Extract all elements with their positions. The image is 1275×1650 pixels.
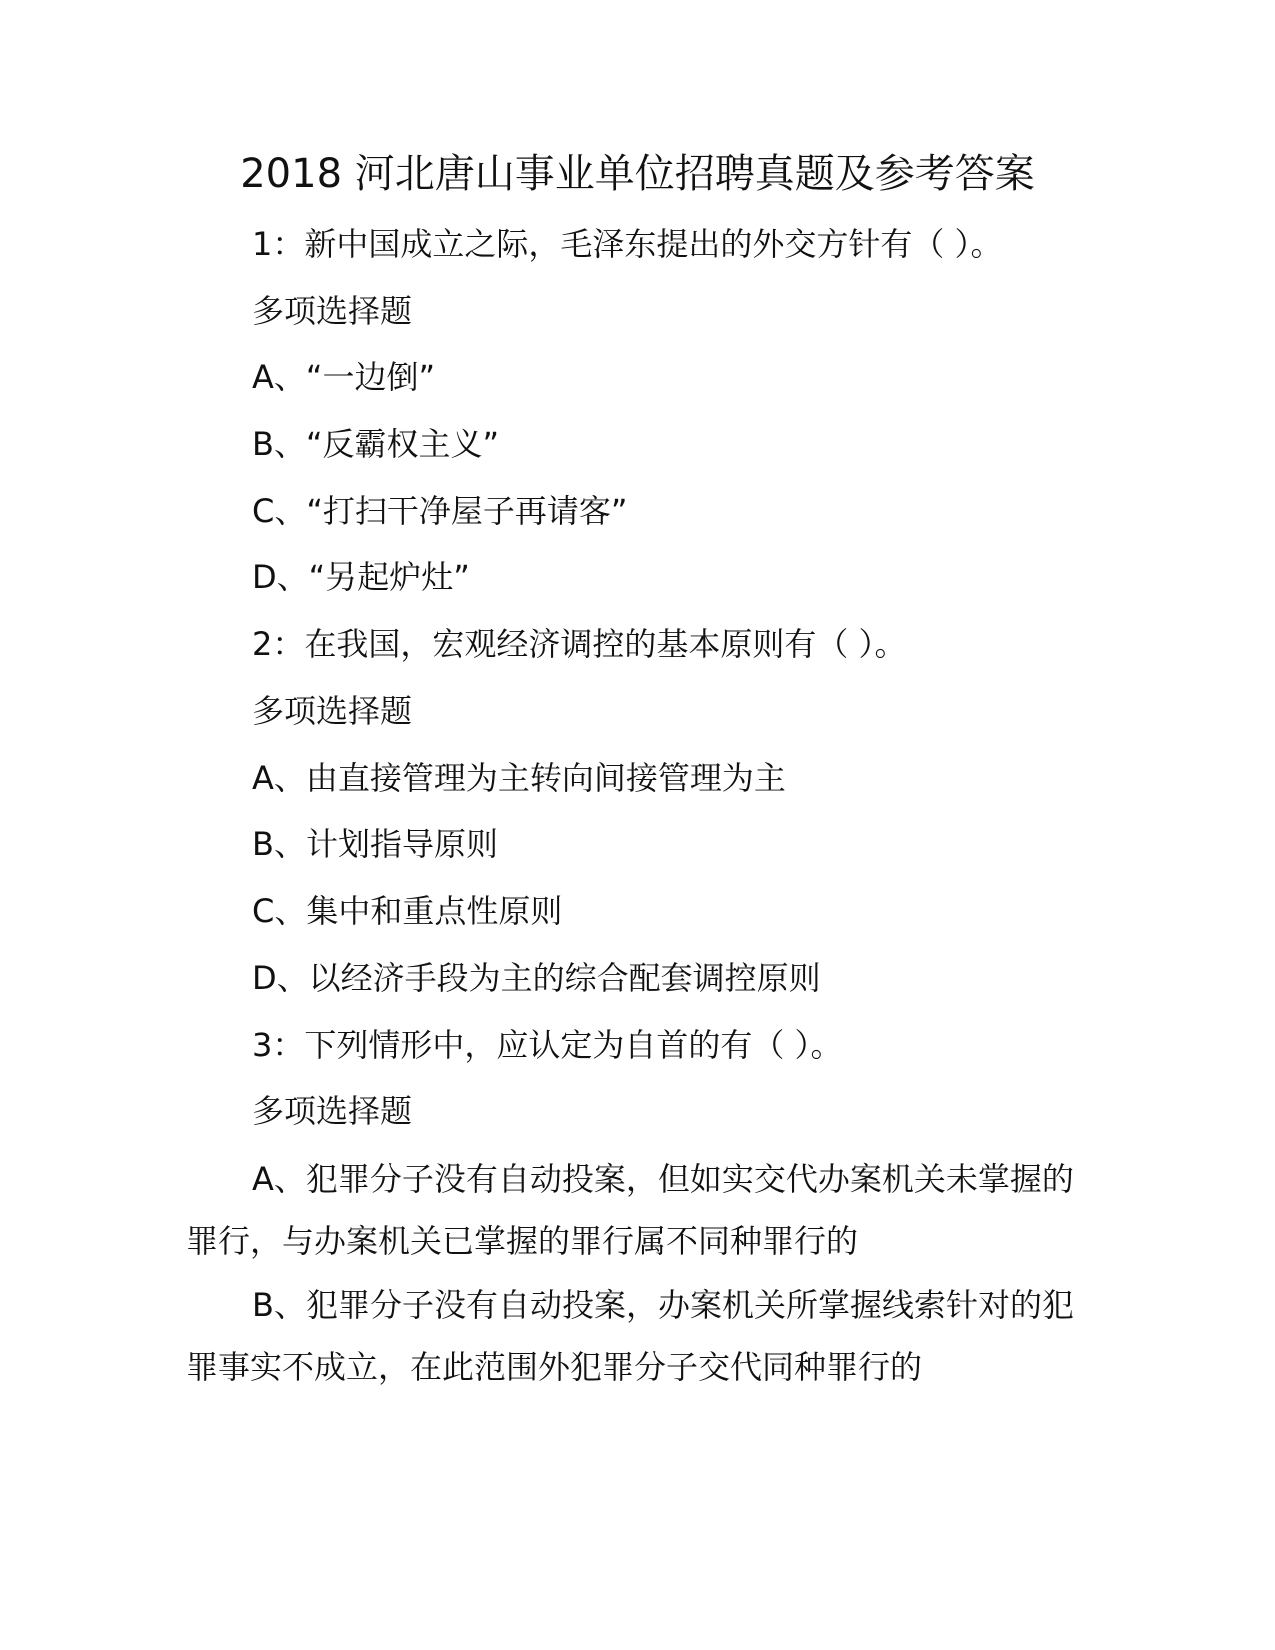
question-stem: 2：在我国，宏观经济调控的基本原则有（ ）。 — [252, 625, 907, 663]
option-d: D、“另起炉灶” — [252, 558, 470, 596]
option-c: C、集中和重点性原则 — [252, 892, 563, 930]
option-b: B、“反霸权主义” — [252, 425, 500, 463]
option-b: B、犯罪分子没有自动投案，办案机关所掌握线索针对的犯罪事实不成立，在此范围外犯罪分子交代同种罪行的 — [186, 1286, 1074, 1386]
option-a: A、由直接管理为主转向间接管理为主 — [252, 759, 786, 797]
question-type: 多项选择题 — [252, 292, 413, 330]
page-title: 2018 河北唐山事业单位招聘真题及参考答案 — [240, 151, 1035, 197]
option-c: C、“打扫干净屋子再请客” — [252, 492, 628, 530]
question-type: 多项选择题 — [252, 692, 413, 730]
question-stem: 3：下列情形中，应认定为自首的有（ ）。 — [252, 1026, 843, 1064]
question-type: 多项选择题 — [252, 1092, 413, 1130]
option-a: A、犯罪分子没有自动投案，但如实交代办案机关未掌握的罪行，与办案机关已掌握的罪行属不同种罪行的 — [186, 1160, 1074, 1260]
option-d: D、以经济手段为主的综合配套调控原则 — [252, 959, 821, 997]
question-stem: 1：新中国成立之际，毛泽东提出的外交方针有（ ）。 — [252, 225, 1003, 263]
option-a: A、“一边倒” — [252, 358, 436, 396]
option-b: B、计划指导原则 — [252, 825, 498, 863]
